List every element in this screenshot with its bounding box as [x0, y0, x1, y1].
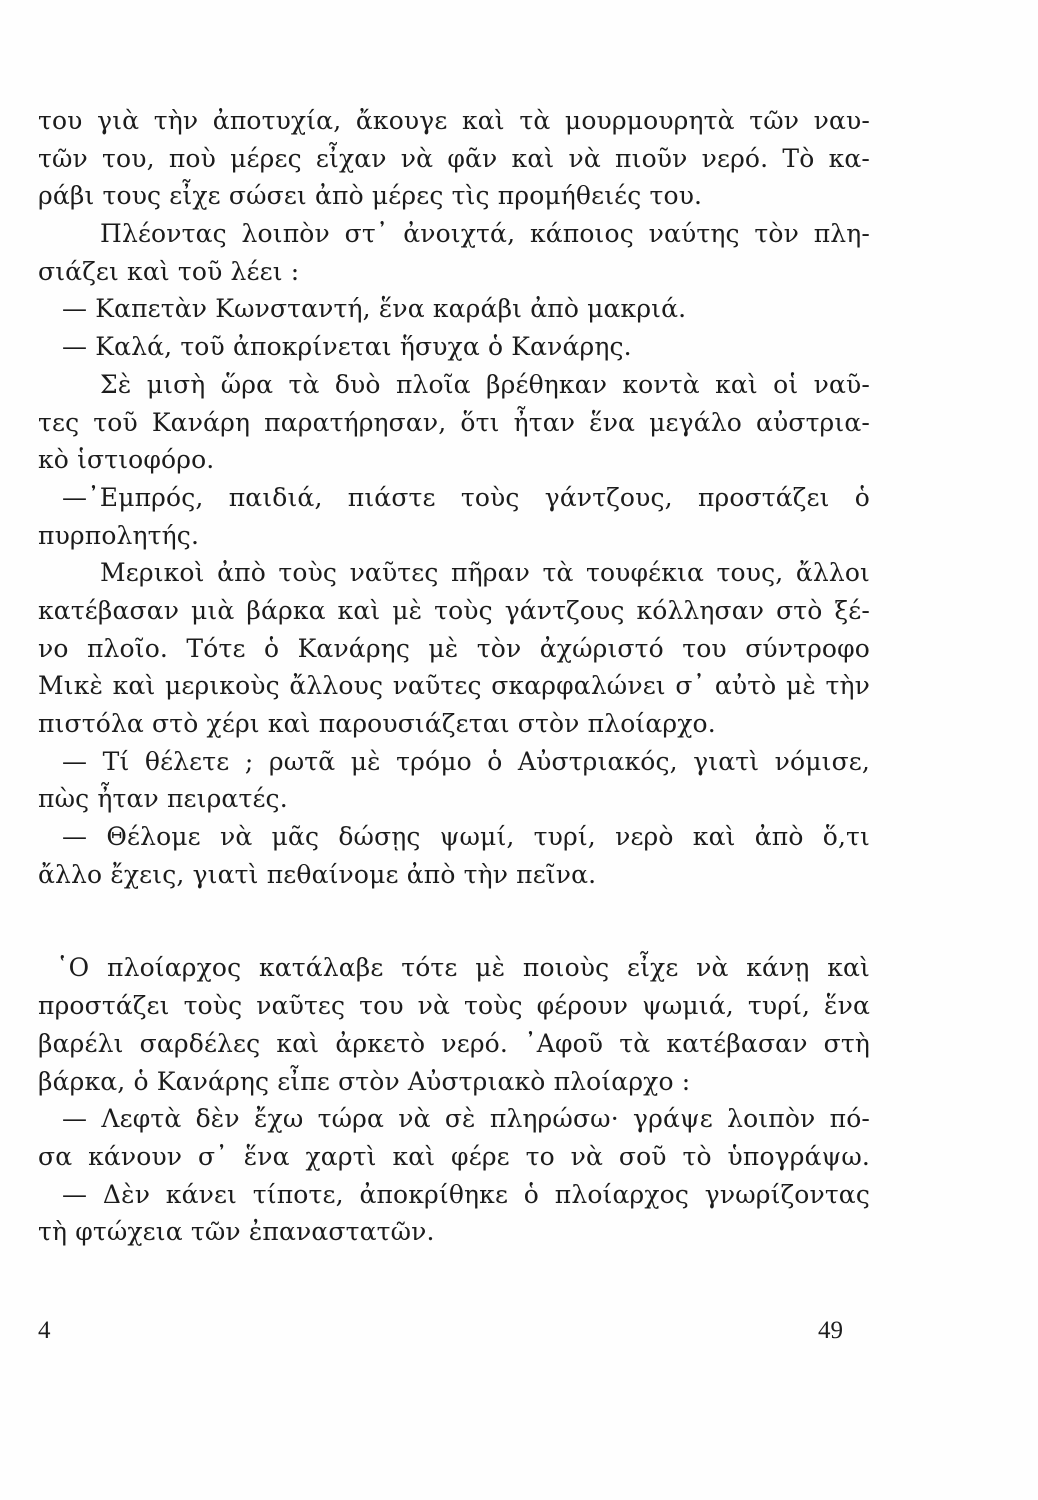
dialogue-line: —᾽Εμπρός, παιδιά, πιάστε τοὺς γάντζους, προστάζει ὁ	[62, 482, 870, 512]
text-line: κὸ ἱστιοφόρο.	[38, 445, 215, 475]
text-line: τες τοῦ Κανάρη παρατήρησαν, ὅτι ἦταν ἕνα μεγάλο αὐστρια-	[38, 407, 870, 437]
text-line: σιάζει καὶ τοῦ λέει :	[38, 256, 300, 286]
text-line: προστάζει τοὺς ναῦτες του νὰ τοὺς φέρουν ψωμιά, τυρί, ἕνα	[38, 991, 870, 1021]
text-line: βαρέλι σαρδέλες καὶ ἀρκετὸ νερό. ᾽Αφοῦ τὰ κατέβασαν στὴ	[38, 1028, 870, 1058]
dialogue-line: — Λεφτὰ δὲν ἔχω τώρα νὰ σὲ πληρώσω· γράψε λοιπὸν πό-	[62, 1104, 870, 1134]
text-line: ῾Ο πλοίαρχος κατάλαβε τότε μὲ ποιοὺς εἶχε νὰ κάνῃ καὶ	[56, 953, 870, 983]
dialogue-line: — Θέλομε νὰ μᾶς δώσῃς ψωμί, τυρί, νερὸ καὶ ἀπὸ ὅ,τι	[62, 822, 870, 852]
text-line: τὴ φτώχεια τῶν ἐπαναστατῶν.	[38, 1217, 435, 1247]
text-line: Πλέοντας λοιπὸν στ᾽ ἀνοιχτά, κάποιος ναύτης τὸν πλη-	[100, 219, 870, 249]
text-line: Μικὲ καὶ μερικοὺς ἄλλους ναῦτες σκαρφαλώνει σ᾽ αὐτὸ μὲ τὴν	[38, 671, 870, 701]
dialogue-line: — Τί θέλετε ; ρωτᾶ μὲ τρόμο ὁ Αὐστριακός, γιατὶ νόμισε,	[62, 746, 870, 776]
signature-mark: 4	[38, 1317, 51, 1344]
page-footer	[0, 1317, 1038, 1357]
text-line: νο πλοῖο. Τότε ὁ Κανάρης μὲ τὸν ἀχώριστό του σύντροφο	[38, 633, 870, 663]
text-line: σα κάνουν σ᾽ ἕνα χαρτὶ καὶ φέρε το νὰ σοῦ τὸ ὑπογράψω.	[38, 1141, 870, 1171]
dialogue-line: — Καπετὰν Κωνσταντή, ἕνα καράβι ἀπὸ μακριά.	[62, 294, 687, 324]
text-line: ράβι τους εἶχε σώσει ἀπὸ μέρες τὶς προμήθειές του.	[38, 181, 703, 211]
text-line: Μερικοὶ ἀπὸ τοὺς ναῦτες πῆραν τὰ τουφέκια τους, ἄλλοι	[100, 558, 870, 588]
text-line: πιστόλα στὸ χέρι καὶ παρουσιάζεται στὸν πλοίαρχο.	[38, 709, 716, 738]
body-text	[38, 102, 870, 1251]
dialogue-line: — Καλά, τοῦ ἀποκρίνεται ἥσυχα ὁ Κανάρης.	[62, 332, 632, 362]
text-line: πυρπολητής.	[38, 520, 200, 550]
text-line: κατέβασαν μιὰ βάρκα καὶ μὲ τοὺς γάντζους κόλλησαν στὸ ξέ-	[38, 595, 870, 625]
paragraph-break	[38, 893, 870, 949]
text-line: ἄλλο ἔχεις, γιατὶ πεθαίνομε ἀπὸ τὴν πεῖνα.	[38, 859, 597, 889]
text-line: βάρκα, ὁ Κανάρης εἶπε στὸν Αὐστριακὸ πλοίαρχο :	[38, 1066, 691, 1096]
page-number: 49	[818, 1317, 843, 1344]
text-line: του γιὰ τὴν ἀποτυχία, ἄκουγε καὶ τὰ μουρμουρητὰ τῶν ναυ-	[38, 106, 870, 135]
text-line: πὼς ἦταν πειρατές.	[38, 784, 288, 814]
text-line: Σὲ μισὴ ὥρα τὰ δυὸ πλοῖα βρέθηκαν κοντὰ καὶ οἱ ναῦ-	[100, 369, 870, 399]
text-line: τῶν του, ποὺ μέρες εἶχαν νὰ φᾶν καὶ νὰ πιοῦν νερό. Τὸ κα-	[38, 143, 870, 173]
dialogue-line: — Δὲν κάνει τίποτε, ἀποκρίθηκε ὁ πλοίαρχος γνωρίζοντας	[62, 1179, 870, 1209]
